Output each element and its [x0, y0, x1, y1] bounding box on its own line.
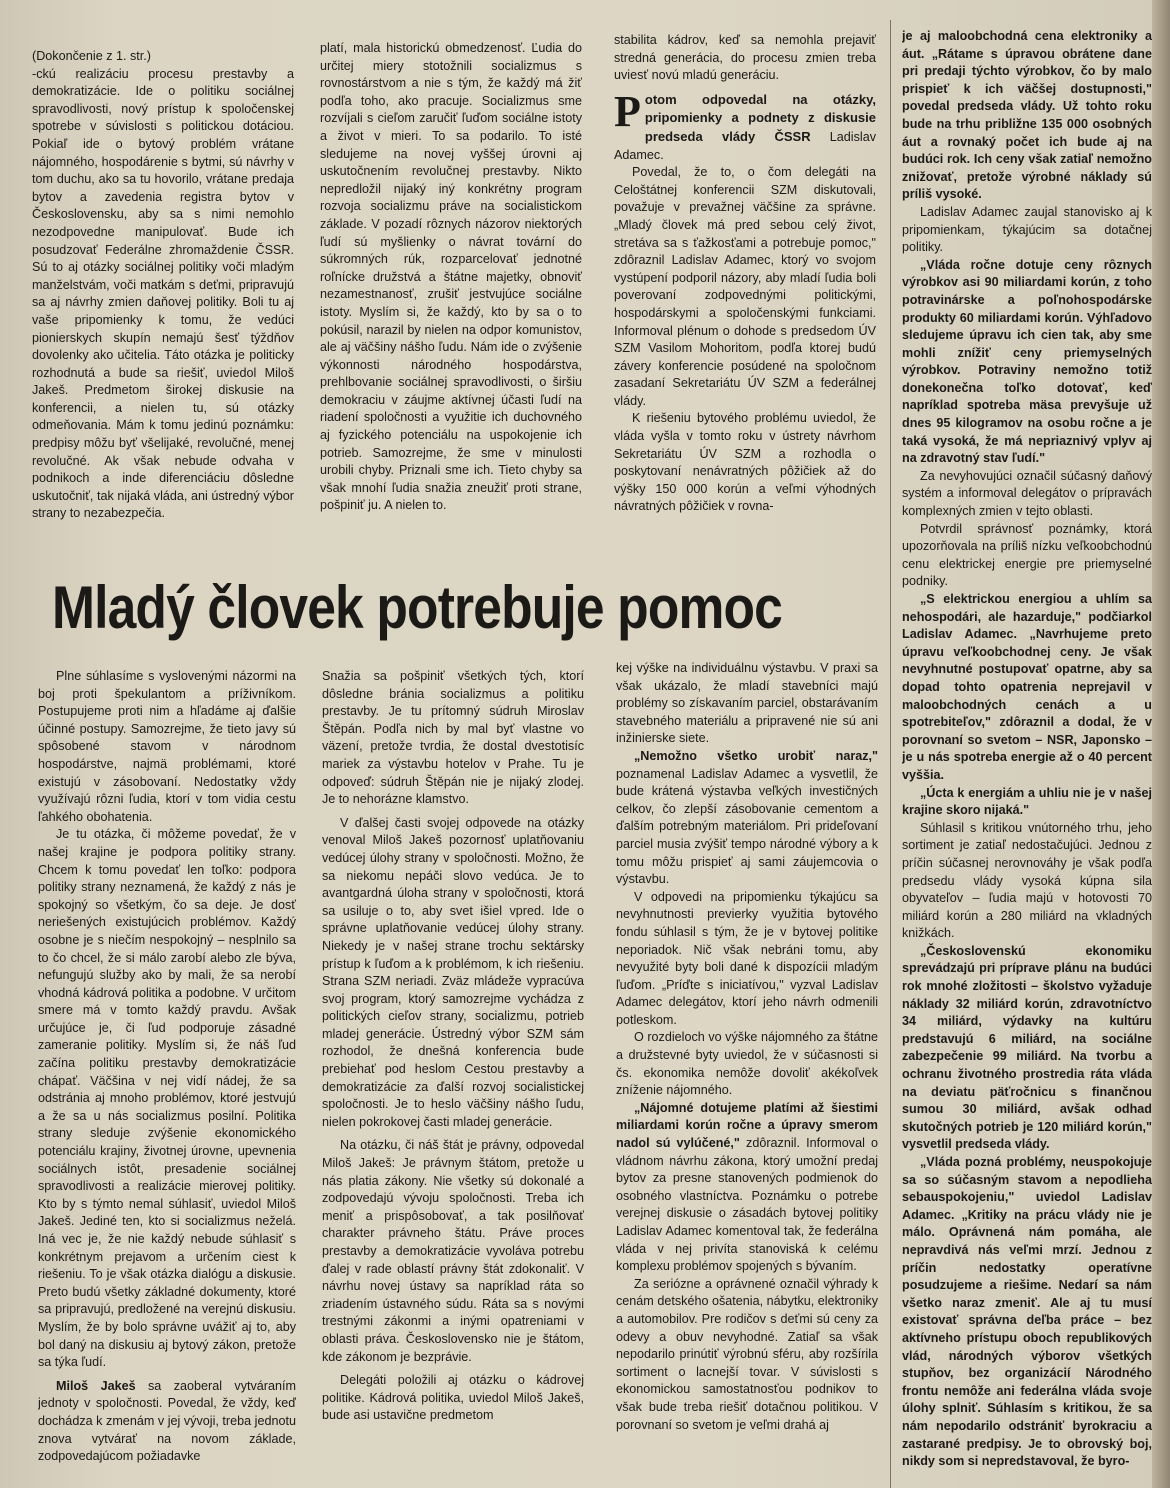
col4-para-5: Potvrdil správnosť poznámky, ktorá upozorňovala na príliš nízku veľkoobchodnú cenu elektrickej energie pre priemyselné podniky.: [902, 521, 1152, 589]
col3-para-2-text: poznamenal Ladislav Adamec a vysvetlil, že bude krátená výstavba veľkých investičných celkov, čo zlepší zásobovanie cementom a ďalším potrebným materiálom. Pri prideľovaní parciel musia zvýšiť tempo národné výbory a k tomu môžu prispieť aj sami záujemcovia o výstavbu.: [616, 766, 878, 887]
col3-quote-2: „Nájomné dotujeme platími až šiestimi miliardami korún ročne a úpravy smerom nadol sú vylúčené,": [616, 1100, 878, 1151]
column-3: [616, 660, 878, 1488]
column-1: [38, 668, 296, 1488]
col4-para-6: „S elektrickou energiou a uhlím sa nehospodári, ale hazarduje," podčiarkol Ladislav Adamec. „Navrhujeme preto úpravu veľkoobchodnej ceny. Je však nevyhnutné postupovať opatrne, aby sa dopad tohto opatrenia neprejavil v maloobchodných cenách a u spotrebiteľov," zdôraznil a dodal, že v porovnaní so svetom – NSR, Japonsko – je u nás spotreba energie až o 40 percent vyššia.: [902, 592, 1152, 782]
top-right-para-3: K riešeniu bytového problému uviedol, že vláda vyšla v tomto roku v ústrety návrhom Sekretariátu ÚV SZM a rozhodla o poskytovaní nenávratných pôžičiek až do výšky 150 000 korún a veľmi výhodných návratných pôžičiek v rovna-: [614, 411, 876, 514]
continuation-note: (Dokončenie z 1. str.): [32, 49, 151, 63]
top-right-para-2: Povedal, že to, o čom delegáti na Celoštátnej konferencii SZM diskutovali, považuje v prevažnej väčšine za správne. „Mladý človek má pred sebou celý život, stretáva sa s ťažkosťami a potrebuje pomoc," zdôraznil Ladislav Adamec, ktorý vo svojom vystúpení podporil názory, aby mladí ľudia boli poverovaní zodpovednými politickými, hospodárskymi a spoločenskými funkciami. Informoval plénum o dohode s predsedom ÚV SZM Vasilom Mohoritom, podľa ktorej budú závery konferencie posúdené na spoločnom zasadaní Sekretariátu ÚV SZM a federálnej vlády.: [614, 165, 876, 408]
col4-para-4: Za nevyhovujúci označil súčasný daňový systém a informoval delegátov o prípravách komplexných zmien v tejto oblasti.: [902, 468, 1152, 519]
top-right-para-1: stabilita kádrov, keď sa nemohla prejaviť stredná generácia, do procesu zmien treba uviesť novú mladú generáciu.: [614, 33, 876, 83]
column-4: [902, 28, 1152, 1488]
top-middle-column: [320, 40, 582, 558]
col2-para-1: Snažia sa pošpiniť všetkých tých, ktorí dôsledne bránia socializmus a politiku prestavby. Je tu prítomný súdruh Miroslav Štěpán. Podľa nich by mal byť vlastne vo väzení, pretože tvrdia, že dostal dvestotisíc mariek za výstavbu hotelov v Prahe. Tu je odpoveď: súdruh Štěpán nie je nijaký zlodej. Je to nehorázne klamstvo.: [322, 669, 584, 807]
lead-text: otom odpovedal na otázky, pripomienky a podnety z diskusie predseda vlády ČSSR: [644, 91, 876, 144]
col2-para-4: Delegáti položili aj otázku o kádrovej politike. Kádrová politika, uviedol Miloš Jakeš, bude asi ustavične predmetom: [322, 1373, 584, 1423]
top-right-lead: [614, 86, 876, 164]
col1-para-1: Plne súhlasíme s vyslovenými názormi na boj proti špekulantom a príživníkom. Postupujeme proti nim a hľadáme aj ďalšie účinné postupy. Samozrejme, že tieto javy sú spôsobené stavom v národnom hospodárstve, najmä problémami, ktoré existujú v zásobovaní. Nedostatky vždy využívajú rôzni ľudia, ktorí v tom vidia cestu ľahkého obohatenia.: [38, 669, 296, 824]
col3-para-3: V odpovedi na pripomienku týkajúcu sa nevyhnutnosti previerky využitia bytového fondu súhlasil s tým, že je v bytovej politike neporiadok. Nič však nebráni tomu, aby nevyužité byty boli dané k dispozícii mladým ľuďom. „Príďte s iniciatívou," vyzval Ladislav Adamec delegátov, ktorí jeho návrh odmenili potleskom.: [616, 889, 878, 1027]
col3-para-5-text: zdôraznil. Informoval o vládnom návrhu zákona, ktorý umožní predaj bytov za presne stanovených podmienok do osobného vlastníctva. Poznámku o potrebe verejnej diskusie o zásadách bytovej politiky Ladislav Adamec komentoval tak, že federálna vláda v nej privíta stanoviská k celému komplexu problémov spojených s bývaním.: [616, 1136, 878, 1274]
top-left-text: -ckú realizáciu procesu prestavby a demokratizácie. Ide o politiku sociálnej spravodlivosti, nový prístup k spoločenskej spotrebe v súvislosti s politickou dotáciou. Pokiaľ ide o bytový problém vrátane nájomného, hospodárenie s bytmi, sú návrhy v tom duchu, ako sa tu hovorilo, vrátane predaja bytov a zavedenia registra bytov v Československu, aby sa s nimi nemohlo nezodpovedne manipulovať. Bude ich posudzovať Federálne zhromaždenie ČSSR. Sú to aj otázky sociálnej politiky voči mladým manželstvám, voči matkám s deťmi, pripravujú sa aj návrhy zmien daňovej politiky. Boli tu aj vaše pripomienky k tomu, že vedúci pionierskych skupín nemajú šesť týždňov dovolenky ako učitelia. Táto otázka je politicky rozhodnutá a bude sa riešiť, uviedol Miloš Jakeš. Predmetom širokej diskusie na konferencii, a nielen tu, sú otázky odmeňovania. Mám k tomu jedinú poznámku: predpisy môžu byť všelijaké, revolučné, menej revolučné. Ak však nebude odvaha v podnikoch a inde diferenciáciu dôsledne uskutočniť, tak nijaká vláda, ani ústredný výbor strany to nezabezpečia.: [32, 66, 294, 521]
col2-para-3: Na otázku, či náš štát je právny, odpovedal Miloš Jakeš: Je právnym štátom, pretože u nás platia zákony. Nie všetky sú dokonalé a zodpovedajú vývoju spoločnosti. Treba ich meniť a prispôsobovať, a tak posilňovať charakter právneho štátu. Práve proces prestavby a demokratizácie vyvoláva potrebu ďalej v rade oblastí právny štát zdokonaliť. V návrhu novej ústavy sa napríklad ráta so zriadením ústavného súdu. Ráta sa s novými trestnými zákonmi a inými opatreniami v oblasti práva. Československo nie je štátom, kde zákonom je bezprávie.: [322, 1138, 584, 1364]
col4-para-1: je aj maloobchodná cena elektroniky a áut. „Rátame s úpravou obrátene dane pri predaji týchto výrobkov, čo by malo prispieť k ich väčšej dostupnosti," povedal predseda vlády. Už tohto roku bude na trhu približne 135 000 osobných áut a rovnaký počet ich bude aj na budúci rok. Ich ceny však zatiaľ nemožno znižovať, pretože výrobné náklady sú príliš vysoké.: [902, 29, 1152, 202]
col1-para-3-text: sa zaoberal vytváraním jednoty v spoločnosti. Povedal, že vždy, keď dochádza k zmenám v jej vývoji, treba jednotu znova vytvárať na novom základe, zodpovedajúcom požiadavke: [38, 1378, 296, 1464]
article-headline: Mladý človek potrebuje pomoc: [52, 574, 783, 641]
top-left-column: [32, 48, 294, 558]
col3-para-6: Za seriózne a oprávnené označil výhrady k cenám detského ošatenia, nábytku, elektroniky a automobilov. Pre rodičov s deťmi sú ceny za odevy a obuv nevyhodné. Zatiaľ sa však nepodarilo prinútiť výrobnú sféru, aby rozšírila sortiment o lacnejší tovar. V súvislosti s ekonomickou samostatnosťou podnikov to však bude treba riešiť dotačnou politikou. V porovnaní so svetom je veľmi drahá aj: [616, 1276, 878, 1432]
col4-para-9: „Československú ekonomiku sprevádzajú pri príprave plánu na budúci rok mnohé zložitosti – školstvo vyžaduje náklady 32 miliárd korún, zdravotníctvo 34 miliárd, výdavky na kultúru predstavujú 6 miliárd, na sociálne zabezpečenie 99 miliárd. Na tvorbu a ochranu životného prostredia ráta vláda na deviatu päťročnicu s finančnou sumou 30 miliárd, avšak odhad skutočných potrieb je 120 miliárd korún," vysvetlil predseda vlády.: [902, 943, 1152, 1152]
col4-para-7: „Úcta k energiám a uhliu nie je v našej krajine skoro nijaká.": [902, 785, 1152, 818]
drop-cap: P: [614, 86, 641, 136]
column-2: [322, 668, 584, 1488]
col4-para-2: Ladislav Adamec zaujal stanovisko aj k pripomienkam, týkajúcim sa dotačnej politiky.: [902, 204, 1152, 255]
col1-para-3: [38, 1378, 296, 1466]
top-right-column: [614, 32, 876, 558]
col3-para-4: O rozdieloch vo výške nájomného za štátne a družstevné byty uviedol, že v súčasnosti si čs. ekonomika nemôže dovoliť akékoľvek zníženie nájomného.: [616, 1030, 878, 1098]
lead-name: Ladislav Adamec.: [614, 129, 876, 162]
col3-para-1: kej výške na individuálnu výstavbu. V praxi sa však ukázalo, že mladí stavebníci majú problémy so získavaním parciel, obstarávaním stavebného materiálu a pripravené nie sú ani inžinierske siete.: [616, 661, 878, 746]
top-middle-text: platí, mala historickú obmedzenosť. Ľudia do určitej miery stotožnili socializmus s rovnostárstvom a nie s tým, že každý má žiť podľa toho, ako pracuje. Socializmus sme rozvíjali s cieľom zaručiť ľuďom sociálne istoty a život v mieri. To sa podarilo. To isté sledujeme na novej vyššej úrovni aj uskutočnením revolučnej prestavby. Nikto nepredložil nijaký iný konkrétny program rozvoja socializmu práve na socialistickom základe. V pozadí rôznych názorov niektorých ľudí sú myšlienky o návrat tovární do súkromných rúk, rozparcelovať jednotné roľnícke družstvá a štátne majetky, obnoviť nezamestnanosť, zrušiť jestvujúce sociálne istoty. Myslím si, že každý, kto by sa o to pokúsil, narazil by nielen na odpor komunistov, ale aj väčšiny nášho ľudu. Nám ide o zvýšenie výkonnosti národného hospodárstva, prehlbovanie sociálnej spravodlivosti, o širšiu demokraciu v záujme aktívnej účasti ľudí na riadení spoločnosti a využitie ich duchovného aj fyzického potenciálu na uspokojenie ich potrieb. Samozrejme, že sme v minulosti urobili chyby. Priznali sme ich. Tieto chyby sa však mnohí ľudia snažia zneužiť proti strane, pošpiniť ju. A nielen to.: [320, 41, 582, 513]
col3-quote-1: „Nemožno všetko urobiť naraz,": [634, 748, 878, 763]
page-edge: [1152, 0, 1170, 1488]
col4-para-8: Súhlasil s kritikou vnútorného trhu, jeho sortiment je zatiaľ nedostačujúci. Jednou z príčin súčasnej nerovnováhy je však podľa predsedu vlády vysoká kúpna sila obyvateľov – ľudia majú v hotovosti 70 miliárd korún a 280 miliárd na vkladných knižkách.: [902, 820, 1152, 941]
col3-para-5: [616, 1100, 878, 1276]
col4-para-3: „Vláda ročne dotuje ceny rôznych výrobkov asi 90 miliardami korún, z toho potravinárske a poľnohospodárske produkty 60 miliardami korún. Výhľadovo sledujeme úpravu ich cien tak, aby sme mohli znížiť ceny priemyselných výrobkov. Potraviny nemožno totiž donekonečna toľko dotovať, keď napríklad spotreba mäsa prevyšuje už dnes 95 kilogramov na osobu ročne a je taká vysoká, že má nepriaznivý vplyv aj na zdravotný stav ľudí.": [902, 257, 1152, 466]
col1-para-2: Je tu otázka, či môžeme povedať, že v našej krajine je podpora politiky strany. Chcem k tomu povedať len toľko: podpora politiky strany neznamená, že každý z nás je spokojný so všetkým, čo sa deje. Je dosť neriešených existujúcich problémov. Každý osobne je s niečím nespokojný – nesplnilo sa to čo chcel, že si málo zarobí alebo zle býva, nefungujú služby ako by mali, že sa nerobí vhodná kádrová politika a podobne. V určitom smere má v tomto každý pravdu. Avšak určujúce je, či ľud podporuje zásadné zameranie politiky. Myslím si, že náš ľud začína politiku prestavby demokratizácie chápať. Väčšina v nej vidí nádej, že sa odstránia aj mnoho problémov, ktoré jestvujú a že sa u nás socializmus posilní. Politika strany sleduje zvýšenie ekonomického potenciálu krajiny, životnej úrovne, upevnenia sociálnych istôt, presadenie sociálnej spravodlivosti a realizácie mierovej politiky. Kto by s týmto nemal súhlasiť, uviedol Miloš Jakeš. Jediné ten, kto si socializmus neželá. Iná vec je, že nie každý nebude súhlasiť s konkrétnym prejavom a určením ciest k riešeniu. To je však otázka dialógu a diskusie. Preto budú všetky základné dokumenty, ktoré sa pripravujú, predložené na verejnú diskusiu. Myslím, že by bolo správne uvážiť aj to, aby bol daný na diskusiu aj bytový zákon, pretože sa týka ľudí.: [38, 827, 296, 1370]
col3-para-2: [616, 748, 878, 889]
col2-para-2: V ďalšej časti svojej odpovede na otázky venoval Miloš Jakeš pozornosť uplatňovaniu vedúcej úlohy strany v spoločnosti. Možno, že sa niekomu nepáči slovo vedúca. Je to avantgardná úloha strany v spoločnosti, ktorá sa usiluje o to, aby svet išiel vpred. Ide o správne uplatňovanie vedúcej úlohy strany. Niekedy je v našej strane trochu sektársky prístup k ľuďom a k problémom, k ich riešeniu. Strana SZM neriadi. Zväz mládeže vypracúva svoj program, ktorý samozrejme vychádza z politických cieľov strany, socializmu, potrieb mladej generácie. Ústredný výbor SZM sám rozhodol, že dnešná konferencia bude prebiehať pod heslom Cestou prestavby a demokratizácie za ďalší rozvoj socialistickej spoločnosti. Je to heslo väčšiny nášho ľudu, nielen pokrokovej časti mladej generácie.: [322, 815, 584, 1129]
col1-name: Miloš Jakeš: [56, 1378, 136, 1393]
column-rule: [890, 20, 891, 1488]
col4-para-10: „Vláda pozná problémy, neuspokojuje sa so súčasným stavom a nepodlieha sebauspokojeniu," uviedol Ladislav Adamec. „Kritiky na prácu vlády nie je málo. Oprávnená nám pomáha, ale nepravdivá nás veľmi mrzí. Jednou z príčin nedostatky operatívne posudzujeme a riešime. Nedarí sa nám všetko naraz zmeniť. Ale aj tu musí existovať správna deľba práce – bez aktívneho prístupu oboch republikových vlád, národných výborov všetkých stupňov, bez organizácií Národného frontu nemôže ani federálna vláda svoje úlohy splniť. Súhlasím s kritikou, že sa nám nepodarilo odstrániť byrokraciu a zastarané predpisy. Je to obrovský boj, nikdy som si nepredstavoval, že byro-: [902, 1155, 1152, 1469]
